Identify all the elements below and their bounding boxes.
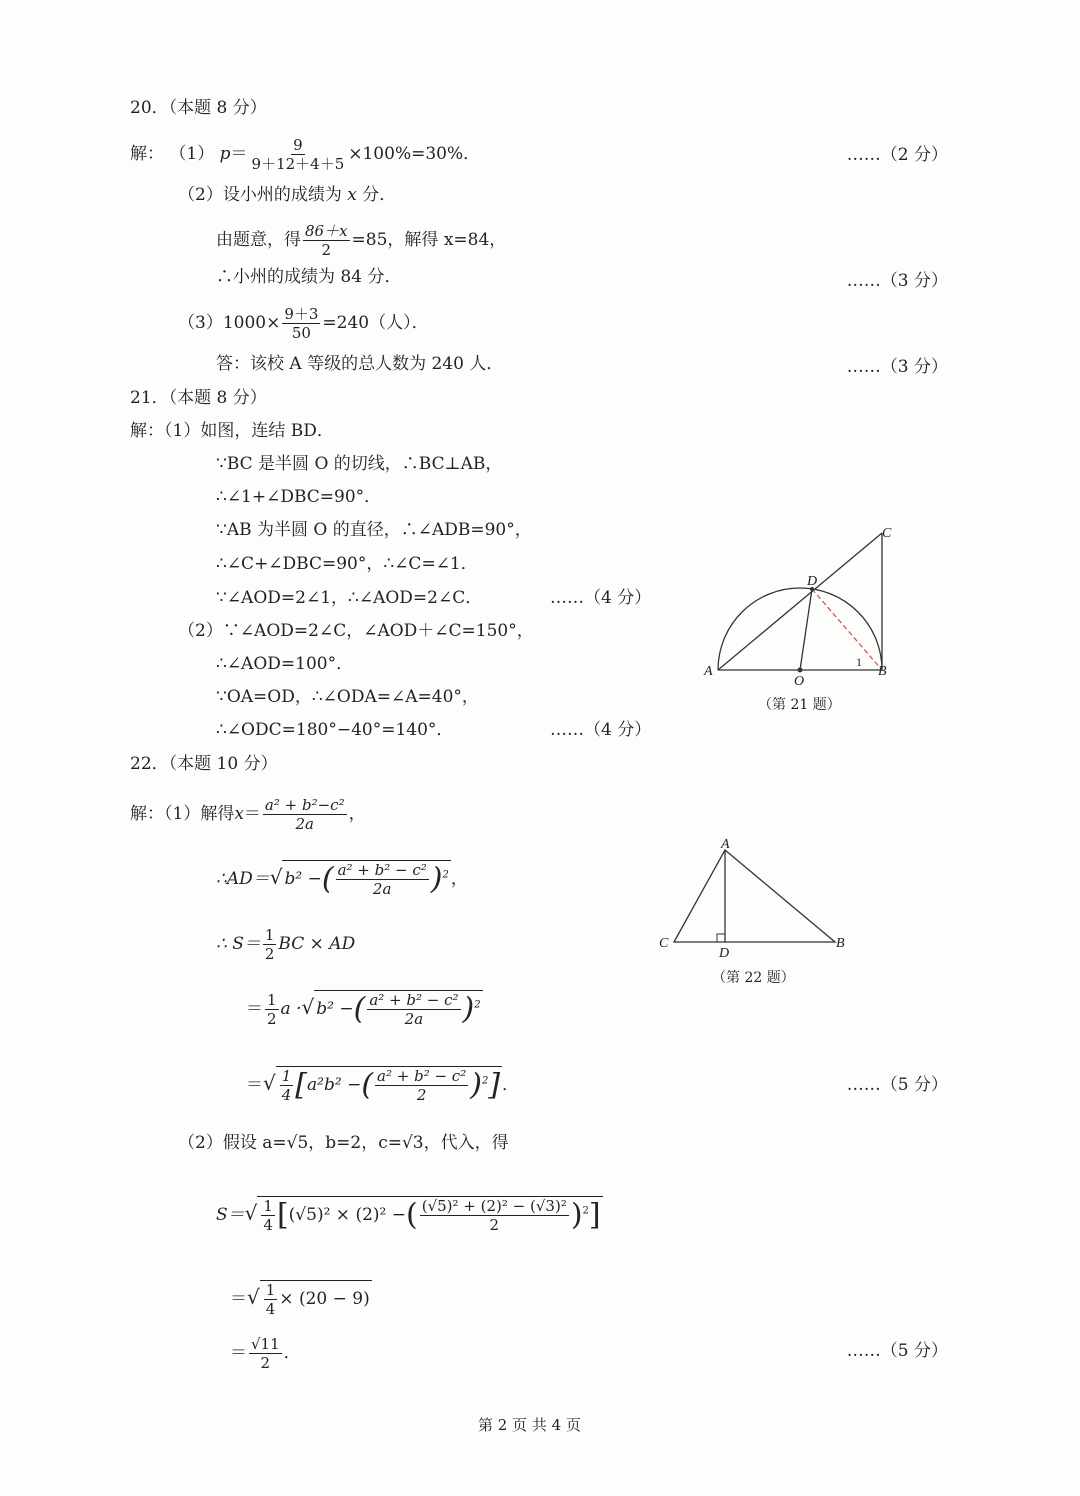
q22-line3 bbox=[216, 926, 355, 963]
q22-part2 bbox=[178, 1131, 509, 1155]
fraction bbox=[249, 1335, 282, 1372]
text: S＝ bbox=[216, 1205, 245, 1225]
label-c: C bbox=[882, 526, 892, 541]
solution-label: 解： bbox=[130, 144, 164, 164]
bracket: ] bbox=[588, 1197, 601, 1233]
q21-line: ∴∠AOD=100°． bbox=[216, 654, 354, 674]
equals: ＝ bbox=[230, 1289, 247, 1309]
fraction bbox=[265, 991, 279, 1028]
text: (√5)² × (2)² − bbox=[288, 1205, 406, 1225]
numerator: 9＋3 bbox=[284, 305, 319, 323]
denominator: 2a bbox=[404, 1010, 424, 1028]
q21-line: （2）∵∠AOD=2∠C，∠AOD＋∠C=150°， bbox=[178, 621, 534, 641]
part-label: （1） bbox=[169, 144, 215, 164]
fraction bbox=[420, 1197, 569, 1234]
q22-line6 bbox=[216, 1196, 603, 1234]
numerator: a² + b² − c² bbox=[337, 861, 427, 879]
fraction bbox=[367, 991, 460, 1028]
q21-line: ∵AB 为半圆 O 的直径，∴∠ADB=90°， bbox=[216, 520, 532, 540]
q20-header: 20．（本题 8 分） bbox=[130, 98, 267, 118]
text: ， bbox=[450, 869, 468, 889]
score-marker: ……（4 分） bbox=[550, 720, 652, 740]
denominator: 2 bbox=[264, 945, 275, 963]
paren: ) bbox=[462, 991, 475, 1027]
fraction bbox=[263, 796, 347, 833]
q21-line: ∴∠C+∠DBC=90°，∴∠C=∠1． bbox=[216, 554, 478, 574]
solution-label: 解： bbox=[130, 804, 164, 824]
fraction bbox=[282, 305, 320, 342]
bracket: ] bbox=[488, 1067, 501, 1103]
right-angle-mark bbox=[717, 934, 725, 942]
text: × (20 − 9) bbox=[279, 1289, 370, 1309]
text: BC × AD bbox=[278, 934, 356, 954]
label-c: C bbox=[659, 936, 669, 951]
page-footer: 第 2 页 共 4 页 bbox=[478, 1416, 581, 1434]
radicand bbox=[314, 990, 482, 1028]
text: 由题意，得 bbox=[216, 230, 301, 250]
figure-21 bbox=[690, 515, 920, 690]
sqrt-symbol: √ bbox=[247, 1285, 260, 1309]
text: ， bbox=[348, 804, 366, 824]
radicand bbox=[282, 860, 450, 898]
equals: ＝ bbox=[243, 804, 261, 824]
solution-label: 解： bbox=[130, 421, 164, 441]
score-marker: ……（2 分） bbox=[846, 145, 948, 165]
triangle-abc bbox=[674, 850, 835, 942]
text: b² − bbox=[316, 999, 354, 1019]
exponent: 2 bbox=[442, 869, 449, 881]
paren: ( bbox=[321, 861, 334, 897]
q21-line: ∴∠1+∠DBC=90°． bbox=[216, 487, 382, 507]
segment-od bbox=[800, 589, 812, 670]
q22-line1 bbox=[130, 796, 366, 833]
score-marker: ……（5 分） bbox=[846, 1341, 948, 1361]
fraction bbox=[264, 1281, 278, 1318]
label-d: D bbox=[807, 574, 818, 589]
numerator: 1 bbox=[265, 1281, 276, 1299]
denominator: 2a bbox=[372, 880, 392, 898]
denominator: 2 bbox=[416, 1086, 427, 1104]
score-marker: ……（3 分） bbox=[846, 271, 948, 291]
text: =240（人）． bbox=[322, 313, 429, 333]
numerator: a² + b² − c² bbox=[369, 991, 459, 1009]
sqrt-symbol: √ bbox=[269, 865, 283, 889]
denominator: 4 bbox=[265, 1300, 276, 1318]
denominator: 4 bbox=[263, 1216, 273, 1234]
sqrt-symbol: √ bbox=[263, 1071, 276, 1095]
label-a: A bbox=[704, 664, 713, 679]
numerator: 86＋x bbox=[305, 222, 348, 240]
radicand bbox=[257, 1196, 602, 1234]
denominator: 2 bbox=[489, 1216, 500, 1234]
fraction bbox=[280, 1067, 294, 1104]
fraction bbox=[375, 1067, 468, 1104]
q22-line4 bbox=[246, 990, 483, 1028]
variable-p: p bbox=[219, 144, 231, 164]
numerator: 1 bbox=[281, 1067, 292, 1085]
radicand bbox=[276, 1066, 502, 1104]
text: （3）1000× bbox=[178, 313, 281, 333]
numerator: (√5)² + (2)² − (√3)² bbox=[421, 1197, 567, 1215]
label-b: B bbox=[878, 664, 887, 679]
q21-line: ∵OA=OD，∴∠ODA=∠A=40°， bbox=[216, 687, 479, 707]
q22-header: 22．（本题 10 分） bbox=[130, 754, 278, 774]
equals: ＝ bbox=[230, 144, 248, 164]
numerator: 1 bbox=[264, 926, 275, 944]
fraction bbox=[261, 1197, 275, 1234]
exponent: 2 bbox=[582, 1205, 589, 1217]
denominator: 9＋12＋4＋5 bbox=[251, 155, 345, 173]
variable-x: x bbox=[234, 804, 244, 824]
paren: ) bbox=[470, 1067, 482, 1103]
score-marker: ……（4 分） bbox=[550, 588, 652, 608]
bracket: [ bbox=[276, 1197, 289, 1233]
label-o: O bbox=[794, 674, 805, 689]
q20-part2-conclusion: ∴小州的成绩为 84 分． bbox=[216, 267, 402, 287]
figure-22-caption: （第 22 题） bbox=[712, 970, 795, 986]
denominator: 2 bbox=[321, 241, 332, 259]
q20-answer: 答：该校 A 等级的总人数为 240 人． bbox=[216, 354, 504, 374]
fraction bbox=[303, 222, 350, 259]
numerator: a² + b² − c² bbox=[377, 1067, 467, 1085]
text: （1）如图，连结 BD． bbox=[164, 421, 334, 441]
figure-21-caption: （第 21 题） bbox=[758, 697, 841, 713]
denominator: 50 bbox=[291, 324, 311, 342]
q20-part2-equation bbox=[216, 222, 506, 259]
exponent: 2 bbox=[481, 1075, 489, 1087]
variable-x: x bbox=[347, 185, 357, 205]
q21-line bbox=[130, 419, 334, 443]
denominator: 2 bbox=[260, 1354, 271, 1372]
q22-line2 bbox=[216, 860, 468, 898]
q22-line8 bbox=[230, 1335, 301, 1372]
numerator: a² + b²−c² bbox=[264, 796, 345, 814]
figure-22 bbox=[650, 835, 860, 960]
text: a²b² − bbox=[307, 1075, 362, 1095]
q20-part1 bbox=[130, 136, 480, 173]
exponent: 2 bbox=[474, 999, 481, 1011]
sqrt-symbol: √ bbox=[244, 1201, 258, 1225]
label-angle-1: 1 bbox=[856, 655, 862, 669]
denominator: 2a bbox=[295, 815, 314, 833]
label-d: D bbox=[719, 946, 730, 960]
text: a · bbox=[280, 999, 302, 1019]
q22-line5 bbox=[246, 1066, 519, 1104]
denominator: 4 bbox=[281, 1086, 292, 1104]
text: ． bbox=[502, 1075, 520, 1095]
q21-line: ∵BC 是半圆 O 的切线，∴BC⊥AB， bbox=[216, 454, 503, 474]
label-b: B bbox=[836, 936, 845, 951]
text: （1）解得 bbox=[164, 804, 235, 824]
q21-header: 21．（本题 8 分） bbox=[130, 388, 267, 408]
equals: ＝ bbox=[230, 1343, 247, 1363]
center-o bbox=[798, 668, 803, 673]
q20-part2 bbox=[178, 183, 396, 207]
text: =85，解得 x=84， bbox=[351, 230, 507, 250]
bracket: [ bbox=[295, 1067, 308, 1103]
equals: ＝ bbox=[246, 999, 263, 1019]
sqrt-symbol: √ bbox=[301, 995, 315, 1019]
expression-tail: ×100%=30%． bbox=[348, 144, 481, 164]
score-marker: ……（5 分） bbox=[846, 1075, 948, 1095]
q22-line7 bbox=[230, 1280, 372, 1318]
text: a=√5，b=2，c=√3，代入，得 bbox=[262, 1133, 509, 1153]
numerator: √11 bbox=[251, 1335, 280, 1353]
label-a: A bbox=[721, 837, 730, 852]
fraction bbox=[263, 926, 277, 963]
text: 分． bbox=[362, 185, 397, 205]
text: ∴AD＝ bbox=[216, 869, 270, 889]
fraction bbox=[250, 136, 347, 173]
numerator: 9 bbox=[293, 136, 303, 154]
fraction bbox=[336, 861, 429, 898]
equals: ＝ bbox=[246, 1075, 263, 1095]
denominator: 2 bbox=[267, 1010, 277, 1028]
text: ∴ S＝ bbox=[216, 934, 261, 954]
score-marker: ……（3 分） bbox=[846, 357, 948, 377]
text: （2）设小州的成绩为 bbox=[178, 185, 342, 205]
radicand bbox=[260, 1280, 372, 1318]
paren: ( bbox=[353, 991, 366, 1027]
paren: ) bbox=[570, 1197, 583, 1233]
q21-line: ∴∠ODC=180°−40°=140°． bbox=[216, 720, 454, 740]
line-ac bbox=[718, 533, 882, 670]
text: （2）假设 bbox=[178, 1133, 257, 1153]
text: b² − bbox=[284, 869, 322, 889]
paren: ( bbox=[361, 1067, 374, 1103]
paren: ) bbox=[430, 861, 443, 897]
q21-line: ∵∠AOD=2∠1，∴∠AOD=2∠C． bbox=[216, 588, 483, 608]
paren: ( bbox=[406, 1197, 418, 1233]
numerator: 1 bbox=[263, 1197, 273, 1215]
q20-part3 bbox=[178, 305, 429, 342]
text: ． bbox=[283, 1343, 301, 1363]
numerator: 1 bbox=[267, 991, 277, 1009]
